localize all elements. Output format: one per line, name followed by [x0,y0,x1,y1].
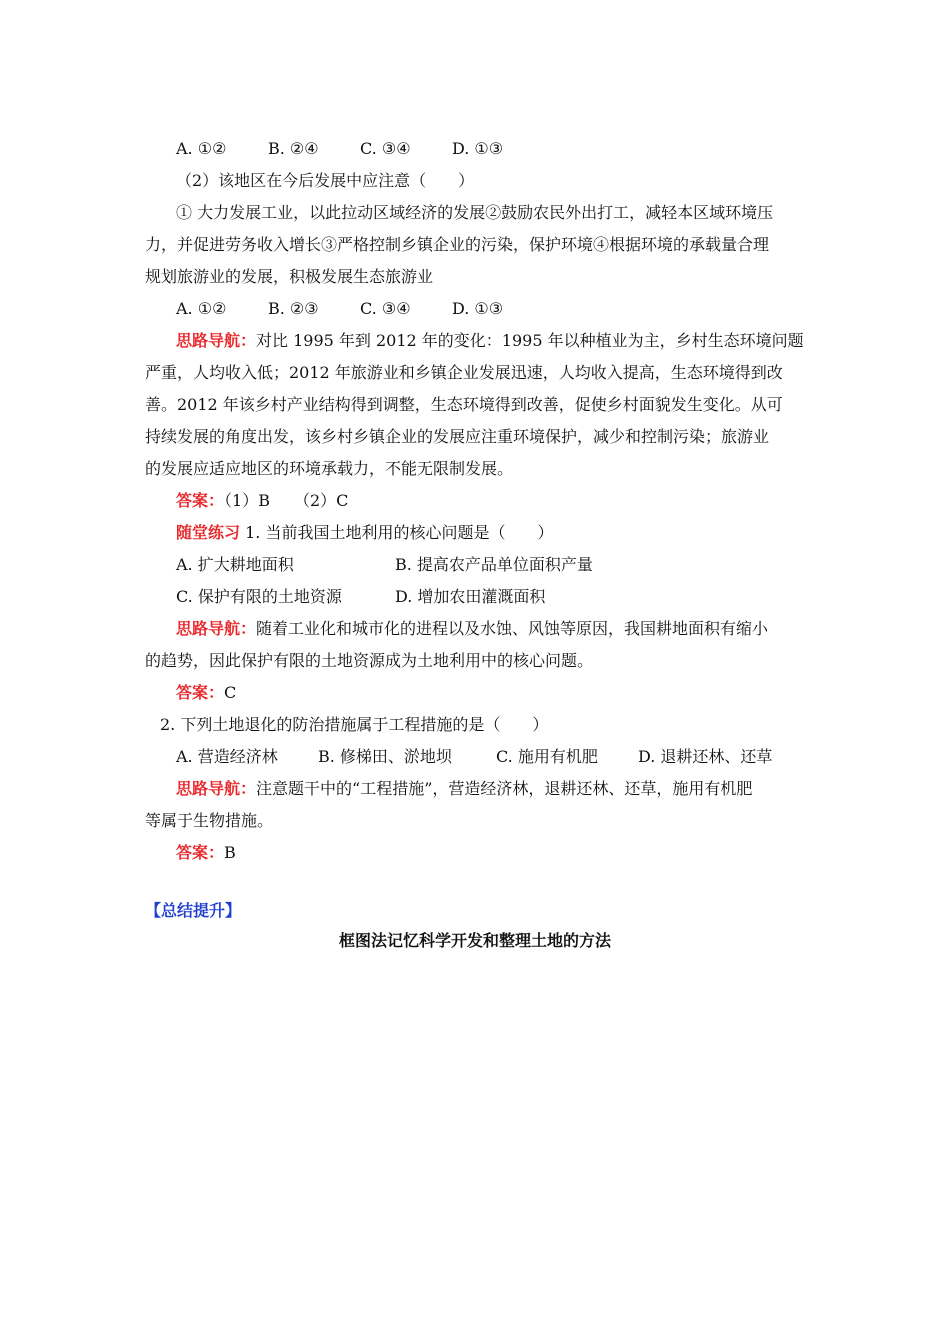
guide-paragraph [176,618,768,640]
guide-text: 对比 1995 年到 2012 年的变化：1995 年以种植业为主，乡村生态环境问题 [256,331,804,350]
guide-text-line: 严重，人均收入低；2012 年旅游业和乡镇企业发展迅速，人均收入提高，生态环境得到改 [145,363,783,382]
practice-label: 随堂练习 [176,523,241,542]
guide-paragraph [176,778,752,800]
option-c: C. ③④ [360,299,411,318]
option-a: A. 营造经济林 [176,747,278,766]
option-d: D. ①③ [452,139,504,158]
option-c: C. ③④ [360,139,411,158]
guide-label: 思路导航： [176,779,257,798]
option-d: D. ①③ [452,299,504,318]
answer-label: 答案： [176,843,225,862]
answer-value: （1）B （2）C [224,491,349,510]
answer-line [176,682,236,704]
answer-line [176,842,236,864]
guide-text-line: 善。2012 年该乡村产业结构得到调整，生态环境得到改善，促使乡村面貌发生变化。从可 [145,395,783,414]
guide-label: 思路导航： [176,619,257,638]
guide-text-line: 等属于生物措施。 [145,811,274,830]
option-b: B. ②③ [268,299,319,318]
answer-value: C [224,683,237,702]
option-a: A. 扩大耕地面积 [176,555,294,574]
guide-text-line: 持续发展的角度出发，该乡村乡镇企业的发展应注重环境保护，减少和控制污染；旅游业 [145,427,770,446]
guide-text-line: 的趋势，因此保护有限的土地资源成为土地利用中的核心问题。 [145,651,594,670]
question-body-line: ① 大力发展工业，以此拉动区域经济的发展②鼓励农民外出打工，减轻本区域环境压 [176,203,774,222]
option-b: B. ②④ [268,139,319,158]
summary-label: 【总结提升】 [145,901,242,920]
option-b: B. 提高农产品单位面积产量 [395,555,593,574]
summary-title: 框图法记忆科学开发和整理土地的方法 [338,931,611,950]
guide-text: 随着工业化和城市化的进程以及水蚀、风蚀等原因，我国耕地面积有缩小 [256,619,769,638]
question-body-line: 规划旅游业的发展，积极发展生态旅游业 [145,267,434,286]
option-a: A. ①② [176,139,227,158]
answer-line [176,490,348,512]
question-stem: （2）该地区在今后发展中应注意（ ） [176,171,475,190]
option-b: B. 修梯田、淤地坝 [318,747,452,766]
guide-text-line: 的发展应适应地区的环境承载力，不能无限制发展。 [145,459,514,478]
guide-label: 思路导航： [176,331,257,350]
option-a: A. ①② [176,299,227,318]
answer-label: 答案： [176,491,225,510]
question-body-line: 力，并促进劳务收入增长③严格控制乡镇企业的污染，保护环境④根据环境的承载量合理 [145,235,770,254]
option-c: C. 施用有机肥 [496,747,598,766]
practice-question [176,522,553,544]
option-c: C. 保护有限的土地资源 [176,587,342,606]
practice-question: 2. 下列土地退化的防治措施属于工程措施的是（ ） [160,715,549,734]
answer-label: 答案： [176,683,225,702]
guide-text: 注意题干中的“工程措施”，营造经济林，退耕还林、还草，施用有机肥 [256,779,753,798]
answer-value: B [224,843,236,862]
option-d: D. 退耕还林、还草 [638,747,773,766]
practice-question-text: 1. 当前我国土地利用的核心问题是（ ） [245,523,554,542]
option-d: D. 增加农田灌溉面积 [395,587,546,606]
guide-paragraph [176,330,804,352]
